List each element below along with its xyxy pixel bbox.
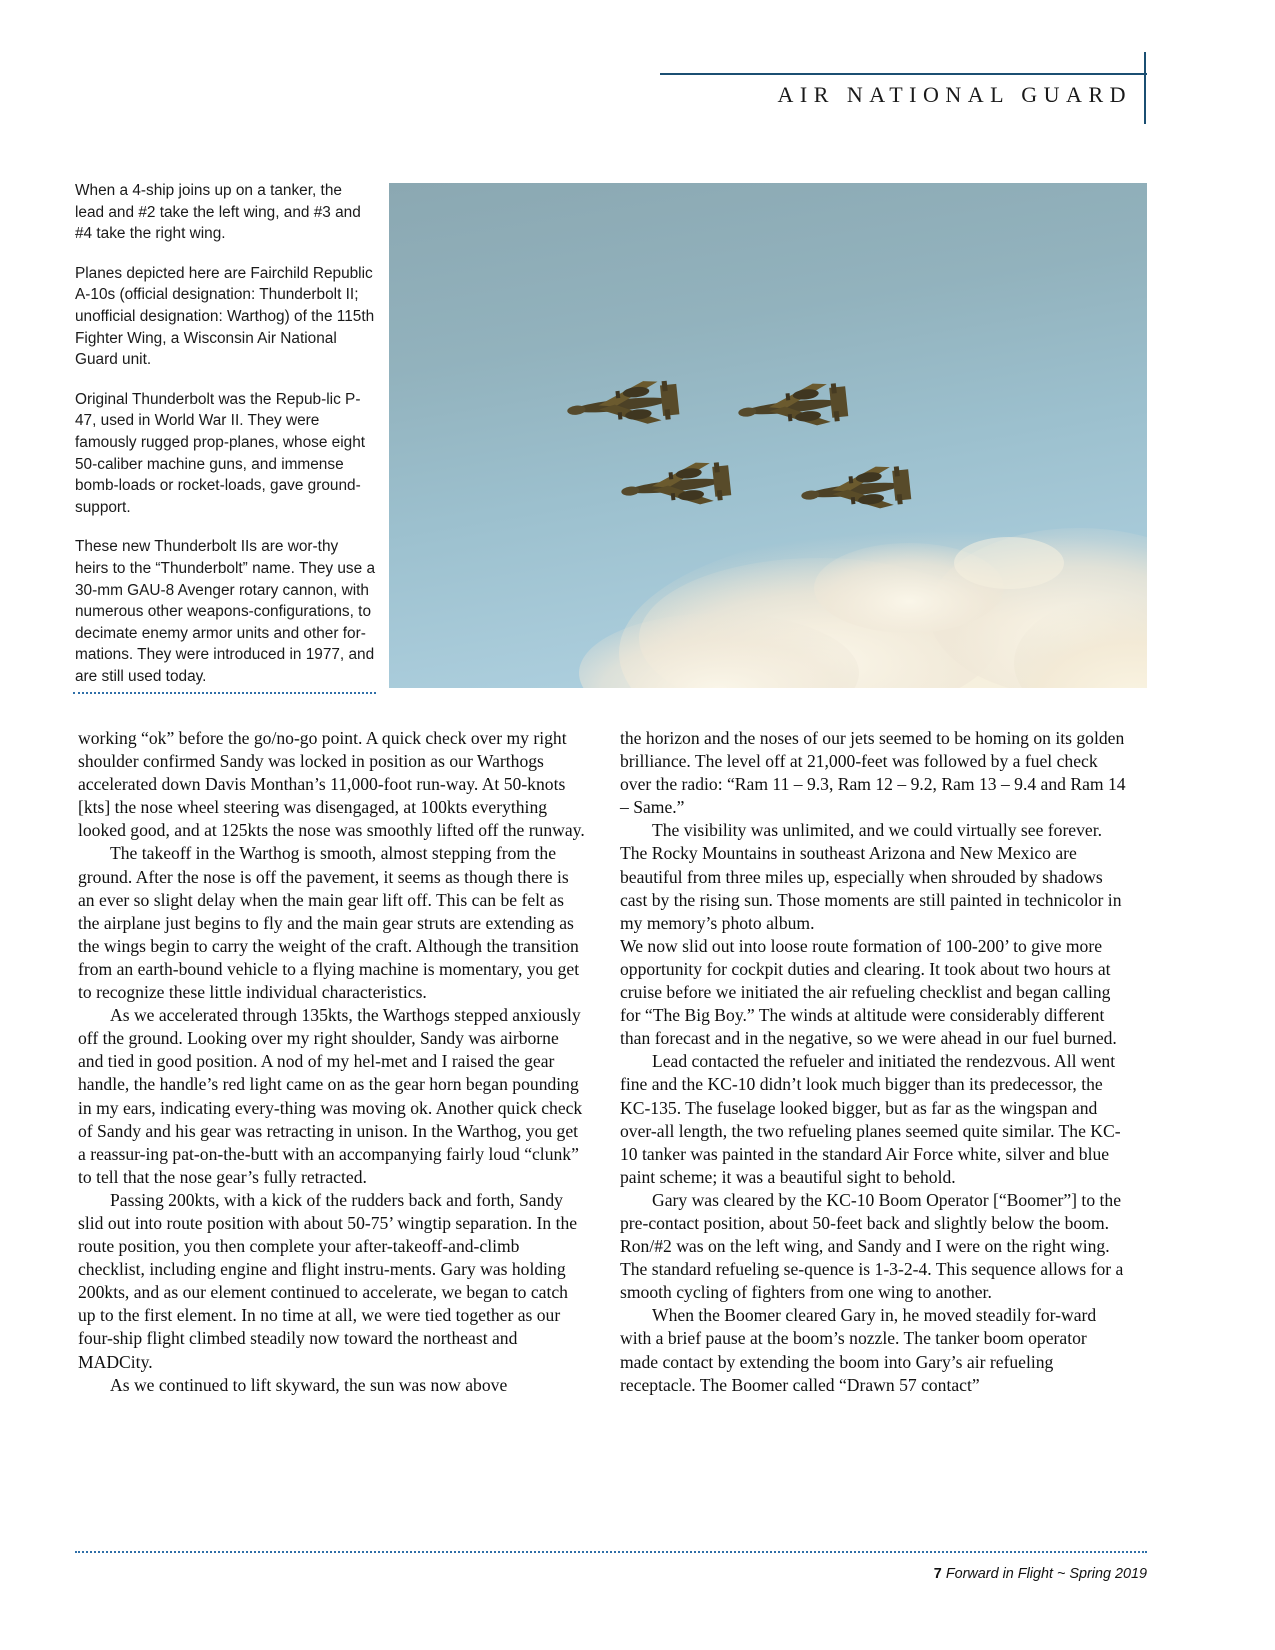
- sidebar-paragraph: Planes depicted here are Fairchild Republic A-10s (official designation: Thunderbolt II; unofficial designation: Warthog) of the 115th Fighter Wing, a Wisconsin Air National Guard unit.: [75, 264, 375, 369]
- body-column-left: [78, 727, 587, 1397]
- header-vertical-rule: [1144, 52, 1146, 124]
- footer: [647, 1566, 1147, 1582]
- body-paragraph: As we accelerated through 135kts, the Warthogs stepped anxiously off the ground. Looking over my right shoulder, Sandy was airborne and tied in good position. A nod of my hel-met and I raised the gear handle, the handle’s red light came on as the gear horn began pounding in my ears, indicating every-thing was moving ok. Another quick check of Sandy and his gear was retracting in unison. In the Warthog, you get a reassur-ing pat-on-the-butt with an accompanying fairly loud “clunk” to tell that the nose gear’s fully retracted.: [78, 1005, 583, 1187]
- publication-name: Forward in Flight ~ Spring 2019: [945, 1566, 1147, 1582]
- body-paragraph: working “ok” before the go/no-go point. A quick check over my right shoulder confirmed Sandy was locked in position as our Warthogs accelerated down Davis Monthan’s 11,000-foot run-way. At 50-knots [kts] the nose wheel steering was disengaged, at 100kts everything looked good, and at 125kts the nose was smoothly lifted off the runway.: [78, 728, 585, 841]
- body-paragraph: Passing 200kts, with a kick of the rudders back and forth, Sandy slid out into route position with about 50-75’ wingtip separation. In the route position, you then complete your after-takeoff-and-climb checklist, including engine and flight instru-ments. Gary was holding 200kts, and as our element continued to accelerate, we began to catch up to the first element. In no time at all, we were tied together as our four-ship flight climbed steadily now toward the northeast and MADCity.: [78, 1189, 578, 1372]
- header-horizontal-rule: [660, 73, 1147, 75]
- page-number: 7: [933, 1566, 942, 1582]
- body-column-right: [620, 727, 1129, 1397]
- body-paragraph: When the Boomer cleared Gary in, he moved steadily for-ward with a brief pause at the boom’s nozzle. The tanker boom operator made contact by extending the boom into Gary’s air refueling receptacle. The Boomer called “Drawn 57 contact”: [620, 1305, 1097, 1395]
- body-paragraph: The visibility was unlimited, and we could virtually see forever. The Rocky Mountains in southeast Arizona and New Mexico are beautiful from three miles up, especially when shrouded by shadows cast by the rising sun. Those moments are still painted in technicolor in my memory’s photo album.: [620, 820, 1122, 933]
- page-header-title: AIR NATIONAL GUARD: [777, 82, 1132, 107]
- photo-svg: [389, 183, 1147, 688]
- body-paragraph: Lead contacted the refueler and initiated the rendezvous. All went fine and the KC-10 didn’t look much bigger than its predecessor, the KC-135. The fuselage looked bigger, but as far as the wingspan and over-all length, the two refueling planes seemed quite similar. The KC-10 tanker was painted in the standard Air Force white, silver and blue paint scheme; it was a beautiful sight to behold.: [620, 1051, 1121, 1187]
- body-paragraph: Gary was cleared by the KC-10 Boom Operator [“Boomer”] to the pre-contact position, about 50-feet back and slightly below the boom. Ron/#2 was on the left wing, and Sandy and I were on the right wing. The standard refueling se-quence is 1-3-2-4. This sequence allows for a smooth cycling of fighters from one wing to another.: [620, 1189, 1124, 1303]
- formation-photograph: [389, 183, 1147, 688]
- body-paragraph: the horizon and the noses of our jets seemed to be homing on its golden brilliance. The level off at 21,000-feet was followed by a fuel check over the radio: “Ram 11 – 9.3, Ram 12 – 9.2, Ram 13 – 9.4 and Ram 14 – Same.”: [620, 728, 1126, 818]
- sidebar-caption-block: [75, 180, 375, 687]
- sidebar-paragraph: Original Thunderbolt was the Repub-lic P-47, used in World War II. They were famously rugged prop-planes, whose eight 50-caliber machine guns, and immense bomb-loads or rocket-loads, gave ground-support.: [75, 390, 366, 516]
- body-paragraph: As we continued to lift skyward, the sun was now above: [110, 1374, 508, 1395]
- body-paragraph: The takeoff in the Warthog is smooth, almost stepping from the ground. After the nose is off the pavement, it seems as though there is an ever so slight delay when the main gear lift off. This can be felt as the airplane just begins to fly and the main gear struts are extending as the wings begin to carry the weight of the craft. Although the transition from an earth-bound vehicle to a flying machine is momentary, you get to recognize these little individual characteristics.: [78, 843, 580, 1003]
- footer-dotted-divider: [75, 1551, 1147, 1553]
- sidebar-dotted-divider: [73, 692, 376, 694]
- sidebar-paragraph: These new Thunderbolt IIs are wor-thy heirs to the “Thunderbolt” name. They use a 30-mm GAU-8 Avenger rotary cannon, with numerous other weapons-configurations, to decimate enemy armor units and other for-mations. They were introduced in 1977, and are still used today.: [75, 538, 375, 685]
- body-paragraph: We now slid out into loose route formation of 100-200’ to give more opportunity for cockpit duties and clearing. It took about two hours at cruise before we initiated the air refueling checklist and began calling for “The Big Boy.” The winds at altitude were considerably different than forecast and in the negative, so we were ahead in our fuel burned.: [620, 935, 1117, 1049]
- sidebar-paragraph: When a 4-ship joins up on a tanker, the lead and #2 take the left wing, and #3 and #4 take the right wing.: [75, 182, 361, 243]
